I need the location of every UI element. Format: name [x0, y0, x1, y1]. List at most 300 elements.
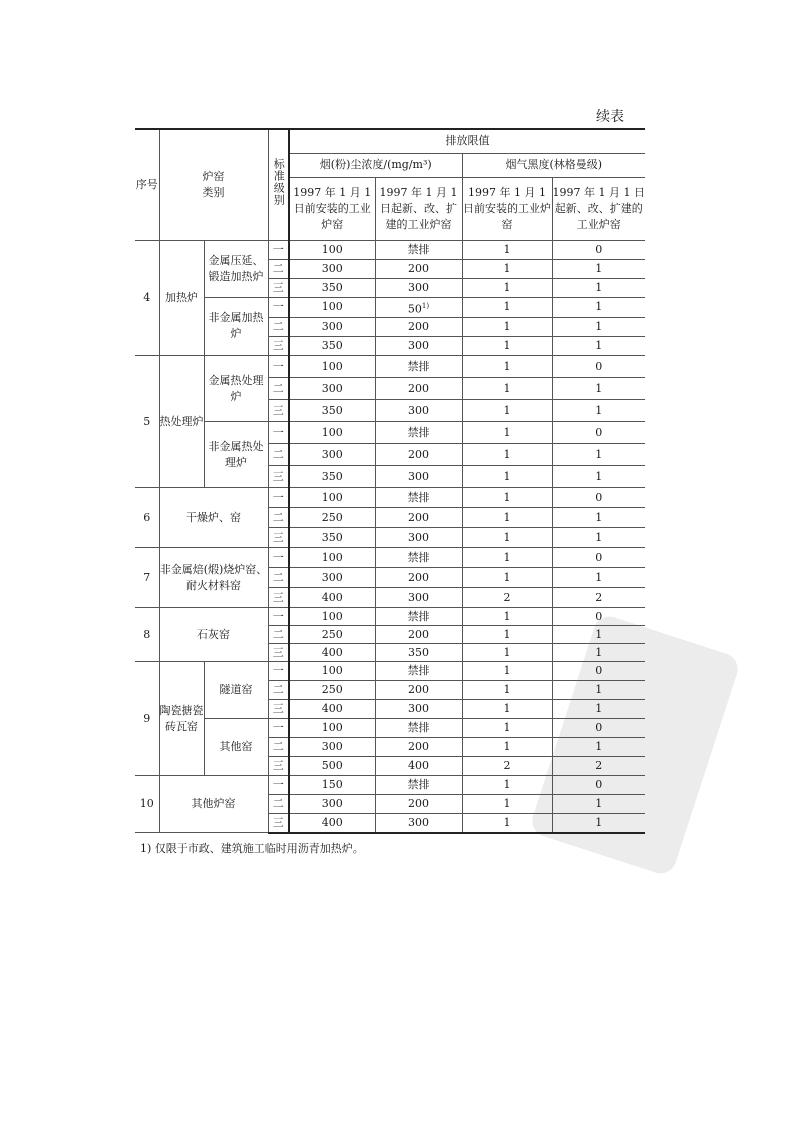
- blackness-before-cell-value: 1: [503, 702, 511, 716]
- dust-before-cell: [289, 757, 375, 776]
- grade-cell: [268, 644, 289, 662]
- blackness-after-cell: [552, 662, 645, 681]
- dust-before-cell: [289, 795, 375, 814]
- grade-cell: [268, 814, 289, 833]
- dust-before-cell: [289, 466, 375, 488]
- dust-after-cell-value: 200: [408, 320, 429, 334]
- blackness-before-cell: [462, 757, 552, 776]
- dust-before-cell: [289, 259, 375, 278]
- blackness-before-cell-value: 1: [503, 300, 511, 314]
- grade-cell-value: 一: [272, 550, 284, 564]
- dust-after-cell-value: 200: [408, 797, 429, 811]
- dust-after-cell-value: 禁排: [407, 550, 430, 564]
- dust-before-cell: [289, 814, 375, 833]
- subgroup-name: 非金属热处理炉: [204, 422, 268, 488]
- grade-cell: [268, 700, 289, 719]
- dust-before-cell: [289, 776, 375, 795]
- dust-before-cell: [289, 318, 375, 337]
- dust-after-cell-value: 200: [408, 740, 429, 754]
- blackness-before-cell-value: 1: [503, 469, 511, 483]
- dust-before-cell: [289, 719, 375, 738]
- grade-cell-value: 二: [272, 447, 284, 461]
- blackness-after-cell-value: 1: [595, 815, 603, 829]
- blackness-after-cell: [552, 795, 645, 814]
- blackness-after-cell: [552, 814, 645, 833]
- dust-after-cell: [375, 400, 462, 422]
- dust-before-cell-value: 400: [321, 702, 343, 716]
- blackness-after-cell: [552, 681, 645, 700]
- dust-after-cell: [375, 776, 462, 795]
- dust-before-cell-value: 100: [321, 242, 343, 256]
- blackness-before-cell-value: 1: [503, 664, 511, 678]
- blackness-after-cell-value: 1: [595, 300, 603, 314]
- dust-before-cell-value: 250: [321, 510, 343, 524]
- table-body: [135, 240, 645, 833]
- blackness-before-cell: [462, 422, 552, 444]
- dust-after-cell-value: 200: [408, 570, 429, 584]
- grade-cell: [268, 795, 289, 814]
- grade-cell: [268, 337, 289, 356]
- blackness-before-cell-value: 1: [503, 550, 511, 564]
- dust-after-cell: [375, 719, 462, 738]
- blackness-before-cell-value: 1: [503, 721, 511, 735]
- dust-before-cell-value: 100: [321, 664, 343, 678]
- group-name: 热处理炉: [159, 356, 204, 488]
- grade-cell-value: 一: [272, 359, 284, 373]
- grade-cell-value: 三: [272, 403, 284, 417]
- grade-cell: [268, 444, 289, 466]
- dust-after-cell: [375, 814, 462, 833]
- blackness-after-cell: [552, 700, 645, 719]
- dust-before-cell-value: 300: [321, 570, 343, 584]
- dust-after-cell-value: 300: [408, 530, 429, 544]
- subgroup-name: 其他窑: [204, 719, 268, 776]
- blackness-after-cell: [552, 337, 645, 356]
- dust-before-cell: [289, 278, 375, 297]
- blackness-before-cell: [462, 356, 552, 378]
- blackness-before-cell: [462, 568, 552, 588]
- grade-cell: [268, 548, 289, 568]
- dust-before-cell-value: 150: [321, 778, 343, 792]
- blackness-after-cell-value: 1: [595, 403, 603, 417]
- dust-before-cell: [289, 400, 375, 422]
- blackness-after-cell: [552, 444, 645, 466]
- dust-before-cell: [289, 422, 375, 444]
- group-number: 4: [135, 240, 159, 356]
- dust-after-cell: [375, 548, 462, 568]
- header-blackness: 烟气黑度(林格曼级): [462, 153, 645, 177]
- grade-cell: [268, 681, 289, 700]
- dust-before-cell-value: 300: [321, 381, 343, 395]
- emission-limits-table: [135, 128, 645, 834]
- group-name: 干燥炉、窑: [159, 488, 268, 548]
- blackness-after-cell-value: 0: [595, 550, 603, 564]
- dust-after-cell-value: 300: [408, 280, 429, 294]
- header-blackness-before: 1997 年 1 月 1 日前安装的工业炉窑: [462, 177, 552, 240]
- blackness-before-cell-value: 1: [503, 797, 511, 811]
- dust-after-cell-value: 200: [408, 261, 429, 275]
- blackness-after-cell-value: 0: [595, 242, 603, 256]
- table-header: [135, 129, 645, 240]
- blackness-before-cell: [462, 337, 552, 356]
- dust-after-cell: [375, 738, 462, 757]
- blackness-after-cell: [552, 240, 645, 259]
- grade-cell: [268, 422, 289, 444]
- dust-before-cell-value: 100: [321, 490, 343, 504]
- blackness-before-cell-value: 1: [503, 320, 511, 334]
- dust-after-cell-value: 400: [408, 759, 429, 773]
- blackness-after-cell: [552, 508, 645, 528]
- dust-after-cell: [375, 644, 462, 662]
- blackness-after-cell: [552, 757, 645, 776]
- blackness-after-cell-value: 2: [595, 590, 603, 604]
- grade-cell-value: 一: [272, 490, 284, 504]
- dust-before-cell: [289, 662, 375, 681]
- grade-cell-value: 三: [272, 280, 284, 294]
- dust-before-cell: [289, 240, 375, 259]
- dust-after-cell: [375, 588, 462, 608]
- grade-cell-value: 一: [272, 721, 284, 735]
- blackness-after-cell: [552, 356, 645, 378]
- blackness-before-cell: [462, 488, 552, 508]
- group-number: 7: [135, 548, 159, 608]
- header-category-line2: 类别: [202, 185, 225, 199]
- grade-cell: [268, 378, 289, 400]
- grade-cell: [268, 776, 289, 795]
- grade-cell: [268, 588, 289, 608]
- dust-after-cell-value: 300: [408, 702, 429, 716]
- blackness-before-cell: [462, 700, 552, 719]
- dust-after-cell-value: 禁排: [407, 664, 430, 678]
- blackness-before-cell: [462, 297, 552, 318]
- footnote: 1) 仅限于市政、建筑施工临时用沥青加热炉。: [140, 842, 364, 855]
- dust-after-cell-value: 200: [408, 447, 429, 461]
- dust-after-cell: [375, 626, 462, 644]
- dust-after-cell-value: 300: [408, 403, 429, 417]
- blackness-after-cell: [552, 608, 645, 626]
- blackness-after-cell-value: 1: [595, 339, 603, 353]
- dust-before-cell: [289, 568, 375, 588]
- grade-cell-value: 二: [272, 320, 284, 334]
- blackness-before-cell-value: 1: [503, 627, 511, 641]
- grade-cell-value: 二: [272, 683, 284, 697]
- header-grade: [268, 129, 289, 240]
- header-seq: 序号: [135, 129, 159, 240]
- blackness-after-cell: [552, 422, 645, 444]
- dust-before-cell-value: 400: [321, 590, 343, 604]
- table-row: [135, 548, 645, 568]
- blackness-after-cell-value: 1: [595, 447, 603, 461]
- blackness-before-cell-value: 2: [503, 590, 511, 604]
- group-number: 8: [135, 608, 159, 662]
- grade-cell-value: 一: [272, 609, 284, 623]
- blackness-after-cell: [552, 278, 645, 297]
- grade-cell: [268, 488, 289, 508]
- header-dust-after: 1997 年 1 月 1 日起新、改、扩建的工业炉窑: [375, 177, 462, 240]
- group-name: 陶瓷搪瓷砖瓦窑: [159, 662, 204, 776]
- grade-cell: [268, 318, 289, 337]
- header-grade-text: 标准级别: [272, 158, 286, 207]
- dust-after-cell: [375, 356, 462, 378]
- blackness-after-cell-value: 0: [595, 664, 603, 678]
- blackness-after-cell-value: 1: [595, 740, 603, 754]
- grade-cell-value: 二: [272, 510, 284, 524]
- dust-after-cell: [375, 757, 462, 776]
- blackness-before-cell: [462, 378, 552, 400]
- header-dust: 烟(粉)尘浓度/(mg/m³): [289, 153, 462, 177]
- dust-after-cell: [375, 337, 462, 356]
- grade-cell: [268, 662, 289, 681]
- dust-after-cell-value: 禁排: [407, 359, 430, 373]
- dust-before-cell: [289, 738, 375, 757]
- grade-cell: [268, 508, 289, 528]
- dust-before-cell: [289, 356, 375, 378]
- blackness-before-cell: [462, 259, 552, 278]
- dust-after-cell: [375, 508, 462, 528]
- table-row: [135, 240, 645, 259]
- dust-after-cell-value: 禁排: [407, 721, 430, 735]
- subgroup-name: 金属压延、锻造加热炉: [204, 240, 268, 297]
- dust-after-cell: [375, 240, 462, 259]
- blackness-before-cell-value: 1: [503, 381, 511, 395]
- dust-after-cell: [375, 608, 462, 626]
- grade-cell: [268, 568, 289, 588]
- dust-before-cell-value: 300: [321, 320, 343, 334]
- grade-cell: [268, 259, 289, 278]
- dust-before-cell: [289, 297, 375, 318]
- grade-cell-value: 三: [272, 339, 284, 353]
- dust-after-cell: [375, 259, 462, 278]
- group-name: 石灰窑: [159, 608, 268, 662]
- grade-cell: [268, 356, 289, 378]
- blackness-before-cell-value: 1: [503, 261, 511, 275]
- dust-after-cell: [375, 378, 462, 400]
- subgroup-name: 非金属加热炉: [204, 297, 268, 356]
- blackness-before-cell-value: 1: [503, 740, 511, 754]
- blackness-before-cell-value: 1: [503, 447, 511, 461]
- grade-cell-value: 二: [272, 261, 284, 275]
- blackness-after-cell-value: 0: [595, 490, 603, 504]
- blackness-before-cell-value: 1: [503, 242, 511, 256]
- blackness-before-cell-value: 1: [503, 425, 511, 439]
- blackness-before-cell-value: 1: [503, 778, 511, 792]
- dust-before-cell-value: 100: [321, 300, 343, 314]
- dust-before-cell: [289, 378, 375, 400]
- dust-before-cell: [289, 337, 375, 356]
- grade-cell-value: 一: [272, 778, 284, 792]
- table-row: [135, 422, 645, 444]
- dust-after-cell: [375, 795, 462, 814]
- dust-before-cell-value: 300: [321, 447, 343, 461]
- dust-before-cell: [289, 528, 375, 548]
- dust-after-cell: [375, 444, 462, 466]
- dust-after-cell: [375, 422, 462, 444]
- dust-after-cell: [375, 278, 462, 297]
- grade-cell: [268, 757, 289, 776]
- grade-cell-value: 三: [272, 469, 284, 483]
- blackness-after-cell: [552, 738, 645, 757]
- dust-after-cell-value: 禁排: [407, 490, 430, 504]
- dust-before-cell: [289, 508, 375, 528]
- grade-cell: [268, 466, 289, 488]
- blackness-after-cell: [552, 548, 645, 568]
- blackness-before-cell: [462, 240, 552, 259]
- blackness-after-cell-value: 0: [595, 359, 603, 373]
- blackness-after-cell-value: 1: [595, 261, 603, 275]
- dust-before-cell-value: 100: [321, 721, 343, 735]
- table-row: [135, 776, 645, 795]
- blackness-after-cell-value: 1: [595, 469, 603, 483]
- grade-cell-value: 一: [272, 664, 284, 678]
- dust-after-cell-value: 300: [408, 469, 429, 483]
- grade-cell-value: 二: [272, 627, 284, 641]
- blackness-before-cell-value: 1: [503, 645, 511, 659]
- grade-cell: [268, 719, 289, 738]
- blackness-before-cell: [462, 662, 552, 681]
- grade-cell: [268, 608, 289, 626]
- group-name: 其他炉窑: [159, 776, 268, 833]
- dust-before-cell-value: 300: [321, 261, 343, 275]
- blackness-before-cell: [462, 318, 552, 337]
- blackness-before-cell: [462, 626, 552, 644]
- header-category: [159, 129, 268, 240]
- blackness-before-cell: [462, 776, 552, 795]
- dust-after-cell-value: 300: [408, 339, 429, 353]
- blackness-before-cell: [462, 644, 552, 662]
- footnote-marker: 1): [421, 301, 430, 310]
- grade-cell-value: 二: [272, 570, 284, 584]
- dust-after-cell-value: 300: [408, 815, 429, 829]
- dust-before-cell-value: 350: [321, 403, 343, 417]
- blackness-before-cell-value: 1: [503, 490, 511, 504]
- dust-after-cell-value: 350: [408, 645, 429, 659]
- blackness-after-cell-value: 1: [595, 381, 603, 395]
- grade-cell-value: 一: [272, 300, 284, 314]
- grade-cell: [268, 528, 289, 548]
- dust-before-cell-value: 250: [321, 683, 343, 697]
- blackness-after-cell: [552, 626, 645, 644]
- blackness-before-cell-value: 1: [503, 280, 511, 294]
- grade-cell: [268, 278, 289, 297]
- grade-cell-value: 三: [272, 530, 284, 544]
- dust-before-cell: [289, 444, 375, 466]
- blackness-before-cell: [462, 719, 552, 738]
- grade-cell-value: 一: [272, 242, 284, 256]
- table-row: [135, 488, 645, 508]
- blackness-before-cell: [462, 795, 552, 814]
- dust-before-cell-value: 350: [321, 530, 343, 544]
- dust-after-cell: [375, 318, 462, 337]
- dust-after-cell-value: 200: [408, 627, 429, 641]
- dust-before-cell-value: 350: [321, 469, 343, 483]
- table-row: [135, 608, 645, 626]
- blackness-after-cell-value: 0: [595, 721, 603, 735]
- grade-cell-value: 三: [272, 759, 284, 773]
- grade-cell-value: 三: [272, 645, 284, 659]
- blackness-after-cell: [552, 297, 645, 318]
- blackness-before-cell-value: 2: [503, 759, 511, 773]
- dust-before-cell-value: 300: [321, 797, 343, 811]
- blackness-after-cell: [552, 644, 645, 662]
- grade-cell: [268, 400, 289, 422]
- blackness-after-cell-value: 1: [595, 683, 603, 697]
- blackness-after-cell: [552, 719, 645, 738]
- blackness-before-cell: [462, 528, 552, 548]
- blackness-after-cell: [552, 378, 645, 400]
- blackness-before-cell-value: 1: [503, 683, 511, 697]
- dust-before-cell-value: 400: [321, 815, 343, 829]
- grade-cell-value: 二: [272, 797, 284, 811]
- grade-cell: [268, 240, 289, 259]
- blackness-before-cell: [462, 508, 552, 528]
- grade-cell: [268, 297, 289, 318]
- group-number: 10: [135, 776, 159, 833]
- dust-after-cell-value: 50: [407, 302, 422, 316]
- dust-before-cell-value: 350: [321, 339, 343, 353]
- dust-after-cell: [375, 568, 462, 588]
- dust-before-cell-value: 250: [321, 627, 343, 641]
- blackness-before-cell: [462, 466, 552, 488]
- dust-after-cell: [375, 488, 462, 508]
- dust-before-cell: [289, 644, 375, 662]
- grade-cell-value: 三: [272, 590, 284, 604]
- header-dust-before: 1997 年 1 月 1 日前安装的工业炉窑: [289, 177, 375, 240]
- dust-before-cell: [289, 608, 375, 626]
- dust-after-cell: [375, 528, 462, 548]
- blackness-after-cell: [552, 400, 645, 422]
- continued-table-label: 续表: [596, 109, 624, 125]
- blackness-after-cell-value: 0: [595, 425, 603, 439]
- dust-after-cell: [375, 466, 462, 488]
- dust-after-cell: [375, 681, 462, 700]
- dust-before-cell: [289, 488, 375, 508]
- header-category-line1: 炉窑: [202, 169, 225, 183]
- blackness-after-cell-value: 1: [595, 570, 603, 584]
- dust-after-cell-value: 禁排: [407, 425, 430, 439]
- blackness-after-cell: [552, 528, 645, 548]
- blackness-before-cell: [462, 548, 552, 568]
- table-row: [135, 297, 645, 318]
- blackness-before-cell: [462, 681, 552, 700]
- blackness-after-cell: [552, 488, 645, 508]
- blackness-before-cell: [462, 588, 552, 608]
- dust-after-cell-value: 200: [408, 510, 429, 524]
- grade-cell: [268, 738, 289, 757]
- blackness-after-cell-value: 2: [595, 759, 603, 773]
- blackness-before-cell-value: 1: [503, 359, 511, 373]
- blackness-after-cell-value: 1: [595, 627, 603, 641]
- dust-after-cell-value: 300: [408, 590, 429, 604]
- group-name: 加热炉: [159, 240, 204, 356]
- blackness-before-cell: [462, 400, 552, 422]
- dust-after-cell: [375, 700, 462, 719]
- dust-before-cell-value: 300: [321, 740, 343, 754]
- dust-before-cell-value: 100: [321, 425, 343, 439]
- grade-cell-value: 二: [272, 740, 284, 754]
- dust-after-cell-value: 200: [408, 381, 429, 395]
- dust-before-cell-value: 400: [321, 645, 343, 659]
- blackness-after-cell-value: 1: [595, 645, 603, 659]
- dust-before-cell: [289, 681, 375, 700]
- table-row: [135, 356, 645, 378]
- table-row: [135, 719, 645, 738]
- blackness-after-cell: [552, 259, 645, 278]
- blackness-before-cell-value: 1: [503, 570, 511, 584]
- blackness-before-cell: [462, 738, 552, 757]
- blackness-after-cell: [552, 466, 645, 488]
- dust-after-cell-value: 200: [408, 683, 429, 697]
- dust-before-cell: [289, 700, 375, 719]
